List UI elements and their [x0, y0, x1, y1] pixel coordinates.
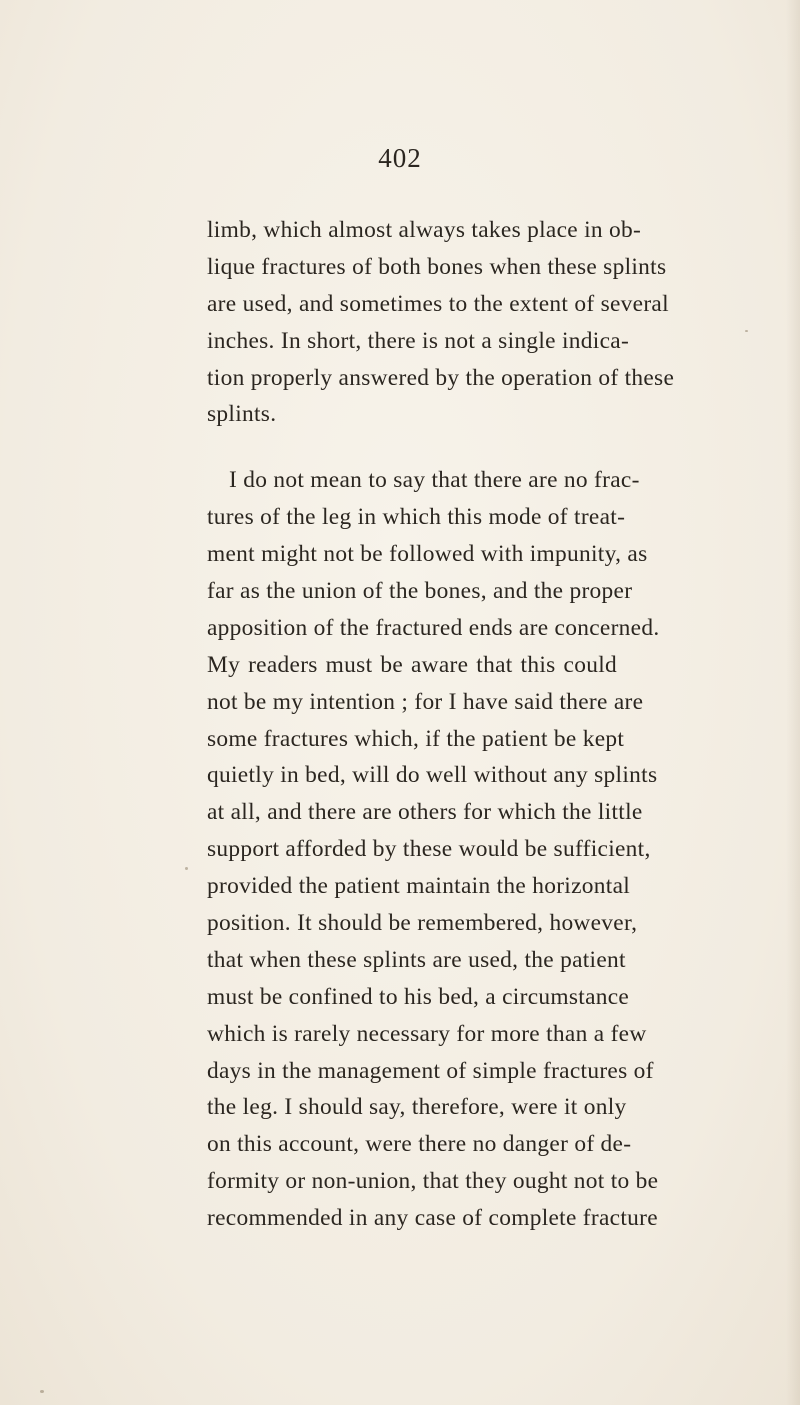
text-line: at all, and there are others for which the little: [207, 799, 643, 826]
text-line: not be my intention ; for I have said there are: [207, 688, 644, 715]
paragraph: [207, 462, 660, 1237]
text-line: days in the management of simple fractures of: [207, 1057, 654, 1084]
text-line: support afforded by these would be sufficient,: [207, 836, 651, 863]
text-line: position. It should be remembered, however,: [207, 910, 638, 937]
text-line: I do not mean to say that there are no frac-: [229, 467, 640, 494]
text-line: tures of the leg in which this mode of treat-: [207, 504, 626, 531]
text-line: ment might not be followed with impunity, as: [207, 541, 648, 568]
text-line: tion properly answered by the operation of these: [207, 364, 675, 391]
text-line: the leg. I should say, therefore, were it only: [207, 1094, 627, 1121]
text-line: limb, which almost always takes place in ob-: [207, 217, 642, 243]
text-line: splints.: [207, 401, 277, 428]
text-line: lique fractures of both bones when these splints: [207, 253, 667, 280]
page-edge-shadow: [786, 0, 800, 1405]
text-line: must be confined to his bed, a circumstance: [207, 983, 630, 1010]
text-line: formity or non-union, that they ought not to be: [207, 1168, 659, 1195]
text-line: provided the patient maintain the horizontal: [207, 873, 631, 900]
page-number: 402: [378, 143, 422, 173]
text-line: that when these splints are used, the patient: [207, 946, 626, 973]
text-line: on this account, were there no danger of de-: [207, 1131, 632, 1158]
paper-speck: [395, 1000, 397, 1002]
body-text: [207, 212, 675, 1237]
paragraph: [207, 212, 675, 433]
paper-speck: [745, 330, 748, 332]
text-line: are used, and sometimes to the extent of several: [207, 290, 669, 317]
paper-speck: [185, 867, 188, 870]
text-line: quietly in bed, will do well without any splints: [207, 762, 658, 789]
text-line: some fractures which, if the patient be kept: [207, 725, 625, 752]
text-line: which is rarely necessary for more than a few: [207, 1020, 647, 1047]
text-line: My readers must be aware that this could: [207, 651, 617, 678]
text-line: inches. In short, there is not a single indica-: [207, 327, 630, 354]
paragraph-gap: [207, 433, 617, 462]
paper-speck: [40, 1390, 44, 1393]
text-line: recommended in any case of complete fracture: [207, 1205, 658, 1232]
text-line: far as the union of the bones, and the proper: [207, 578, 633, 605]
text-line: apposition of the fractured ends are concerned.: [207, 614, 660, 641]
